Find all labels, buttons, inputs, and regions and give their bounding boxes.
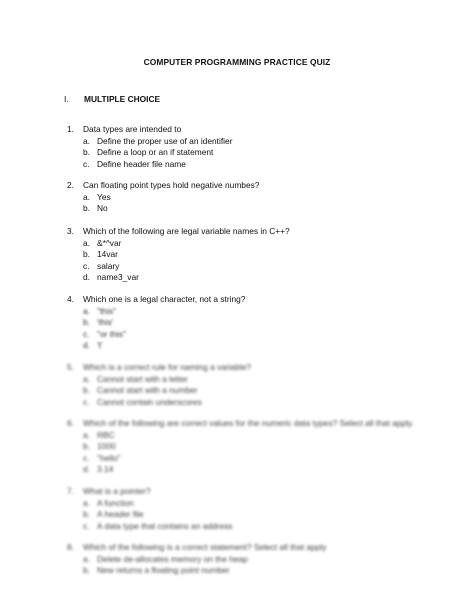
option-text: Delete de-allocates memory on the heap	[97, 553, 248, 564]
option-text: A header file	[97, 509, 144, 520]
option-text: 14var	[97, 249, 118, 260]
document-title: COMPUTER PROGRAMMING PRACTICE QUIZ	[143, 57, 331, 67]
option-text: No	[97, 203, 108, 214]
question-text: Which of the following are correct values for the numeric data types? Select all that apply.	[83, 418, 414, 428]
question-text: What is a pointer?	[83, 486, 151, 496]
option-text: RBC	[97, 429, 115, 440]
option-letter: c.	[83, 520, 90, 531]
option-letter: b.	[83, 385, 90, 396]
question-number: 8.	[67, 542, 74, 552]
option-text: Define a loop or an if statement	[97, 147, 214, 158]
option-letter: c.	[83, 452, 90, 463]
option-letter: d.	[83, 340, 90, 351]
question-number: 2.	[67, 180, 74, 190]
section-heading	[64, 94, 160, 104]
question-number: 3.	[67, 226, 74, 236]
question-text: Which is a correct rule for naming a variable?	[83, 362, 252, 372]
option-text: Cannot contain underscores	[97, 396, 202, 407]
option-text: Define header file name	[97, 158, 186, 169]
option-letter: a.	[83, 429, 90, 440]
question-text: Can floating point types hold negative numbes?	[83, 180, 260, 190]
option-text: salary	[97, 260, 120, 271]
option-letter: d.	[83, 272, 90, 283]
section-numeral: I.	[64, 94, 69, 104]
question-text: Which one is a legal character, not a string?	[83, 294, 246, 304]
option-text: 1000	[97, 441, 116, 452]
option-text: 'this'	[97, 317, 114, 328]
option-text: A data type that contains an address	[97, 520, 233, 531]
option-letter: b.	[83, 147, 90, 158]
option-letter: d.	[83, 464, 90, 475]
question-number: 6.	[67, 418, 74, 428]
option-text: name3_var	[97, 272, 139, 283]
option-text: New returns a floating point number	[97, 565, 230, 576]
option-letter: b.	[83, 249, 90, 260]
option-text: 3.14	[97, 464, 114, 475]
option-letter: a.	[83, 497, 90, 508]
question-text: Which of the following are legal variable names in C++?	[83, 226, 290, 236]
option-letter: b.	[83, 441, 90, 452]
question-number: 1.	[67, 124, 74, 134]
question-number: 4.	[67, 294, 74, 304]
question-number: 7.	[67, 486, 74, 496]
option-letter: b.	[83, 509, 90, 520]
option-text: Cannot start with a number	[97, 385, 198, 396]
option-letter: a.	[83, 373, 90, 384]
option-text: A function	[97, 497, 134, 508]
section-title: MULTIPLE CHOICE	[84, 94, 161, 104]
question-number: 5.	[67, 362, 74, 372]
option-text: Define the proper use of an identifier	[97, 135, 233, 146]
option-letter: a.	[83, 135, 90, 146]
option-letter: a.	[83, 237, 90, 248]
option-text: Yes	[97, 191, 111, 202]
option-text: &*^var	[97, 237, 122, 248]
question-text: Which of the following is a correct statement? Select all that apply	[83, 542, 327, 552]
option-text: "this"	[97, 305, 116, 316]
option-letter: c.	[83, 158, 90, 169]
option-letter: b.	[83, 317, 90, 328]
option-text: 't'	[97, 340, 103, 351]
option-letter: a.	[83, 191, 90, 202]
option-letter: a.	[83, 553, 90, 564]
option-letter: a.	[83, 305, 90, 316]
option-letter: b.	[83, 565, 90, 576]
option-letter: c.	[83, 260, 90, 271]
option-letter: c.	[83, 396, 90, 407]
option-text: "hello"	[97, 452, 121, 463]
option-letter: b.	[83, 203, 90, 214]
question-text: Data types are intended to	[83, 124, 182, 134]
option-text: "or this"	[97, 328, 126, 339]
option-letter: c.	[83, 328, 90, 339]
option-text: Cannot start with a letter	[97, 373, 188, 384]
